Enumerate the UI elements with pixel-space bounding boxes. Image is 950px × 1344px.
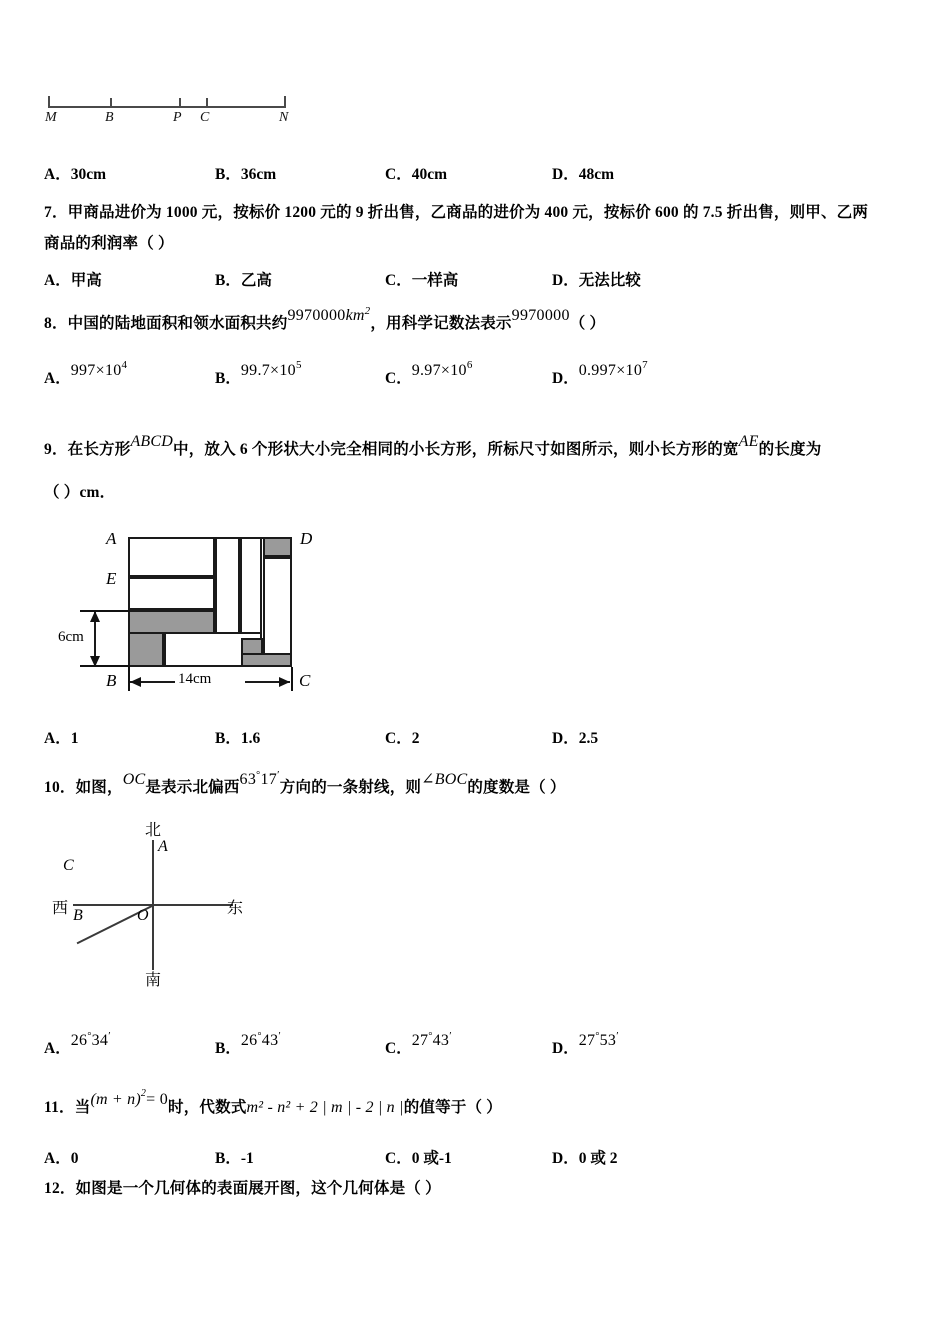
q8-option-a-label: A． [44, 370, 71, 387]
dim-height-arrow-down [90, 656, 100, 667]
q6-option-a-label: A． [44, 166, 71, 183]
dim-label-width: 14cm [178, 671, 212, 687]
q8-option-b[interactable] [215, 359, 302, 388]
q8-option-a-times: × [95, 362, 105, 379]
q7-option-c-label: C． [385, 272, 412, 289]
q9-option-a-text: 1 [70, 730, 79, 747]
q8-option-d-times: × [616, 362, 626, 379]
q10-stem-part-d: 的度数是（ ） [467, 779, 566, 796]
small-rect-9-shaded-lower [241, 653, 292, 667]
q8-option-b-times: × [270, 362, 280, 379]
q9-option-c-text: 2 [411, 730, 420, 747]
q10-stem-part-c: 方向的一条射线，则 [279, 779, 422, 796]
tick-N [284, 96, 286, 108]
q7-option-b-text: 乙高 [240, 272, 272, 289]
q10-bearing-degree-symbol: ° [256, 770, 261, 781]
q6-option-d-text: 48cm [578, 166, 614, 183]
figure-number-line [40, 88, 300, 128]
q10-stem [44, 769, 566, 798]
q10-option-a-degree-symbol: ° [87, 1031, 92, 1042]
compass-point-B: B [73, 907, 83, 924]
q8-option-b-mantissa: 99.7 [240, 362, 271, 379]
q8-option-d-base: 10 [625, 362, 643, 379]
dim-width-endbar-right [291, 667, 293, 691]
q9-stem-line1 [44, 433, 822, 460]
q11-option-c[interactable] [385, 1146, 452, 1168]
q11-option-b[interactable] [215, 1146, 254, 1168]
q10-stem-part-a: 10．如图， [44, 779, 123, 796]
q8-option-b-exponent: 5 [295, 359, 302, 371]
q8-option-b-base: 10 [279, 362, 296, 379]
q7-stem-line2: 商品的利润率（ ） [44, 235, 174, 252]
q9-stem-part-a: 9．在长方形 [44, 441, 131, 458]
q10-option-a-minutes: 34 [91, 1032, 109, 1049]
tick-B [110, 98, 112, 108]
q11-option-a[interactable] [44, 1146, 78, 1168]
q12-stem: 12．如图是一个几何体的表面展开图，这个几何体是（ ） [44, 1180, 441, 1197]
q11-option-a-label: A． [44, 1150, 71, 1167]
q8-option-d-label: D． [552, 370, 579, 387]
q10-option-d-minutes: 53 [599, 1032, 617, 1049]
small-rect-3-shaded-lower [128, 632, 164, 667]
q10-ray-name: OC [122, 771, 146, 788]
dim-width-arrow-left [130, 677, 141, 687]
q8-option-c-label: C． [385, 370, 412, 387]
q11-option-b-text: -1 [240, 1150, 254, 1167]
q9-segment-name: AE [738, 433, 759, 450]
small-rect-8 [263, 557, 292, 659]
tick-C [206, 98, 208, 108]
q10-option-a-minute-symbol: ′ [108, 1030, 111, 1042]
q10-option-a[interactable] [44, 1030, 111, 1058]
q6-option-a-text: 30cm [70, 166, 106, 183]
q8-stem-part-c: （ ） [569, 315, 606, 332]
q9-option-c[interactable] [385, 726, 419, 748]
q8-option-c-mantissa: 9.97 [411, 362, 441, 379]
q10-angle-name: ∠BOC [421, 771, 468, 788]
q6-option-a[interactable] [44, 162, 106, 184]
q10-option-b-degrees: 26 [240, 1032, 258, 1049]
q8-option-a[interactable] [44, 359, 128, 388]
q9-rect-name: ABCD [130, 433, 174, 450]
compass-label-south: 南 [145, 970, 162, 989]
q10-option-c-label: C． [385, 1040, 412, 1057]
q11-expression-equals: = 0 [146, 1091, 169, 1108]
q8-option-a-mantissa: 997 [70, 362, 96, 379]
q11-expression-left-exponent: 2 [140, 1088, 147, 1099]
q6-option-c-text: 40cm [411, 166, 447, 183]
q7-option-a-text: 甲高 [70, 272, 102, 289]
q9-option-c-label: C． [385, 730, 412, 747]
rect-label-B: B [106, 671, 117, 690]
q10-option-c-degrees: 27 [411, 1032, 429, 1049]
q11-stem-part-c: 的值等于（ ） [403, 1099, 502, 1116]
q8-option-d-mantissa: 0.997 [578, 362, 617, 379]
label-N: N [279, 110, 289, 125]
q9-option-d-text: 2.5 [578, 730, 599, 747]
dim-height-endbar-bottom [80, 665, 130, 667]
q6-option-b-label: B． [215, 166, 241, 183]
q9-option-b-text: 1.6 [240, 730, 261, 747]
q10-bearing-minute-symbol: ′ [277, 769, 280, 781]
q9-option-d[interactable] [552, 726, 598, 748]
q9-option-a-label: A． [44, 730, 71, 747]
q8-stem-part-a: 8．中国的陆地面积和领水面积共约 [44, 315, 288, 332]
q8-option-d[interactable] [552, 359, 648, 388]
q10-option-d-degrees: 27 [578, 1032, 596, 1049]
q6-option-b-text: 36cm [240, 166, 277, 183]
dim-label-height: 6cm [58, 629, 84, 645]
q8-option-b-label: B． [215, 370, 241, 387]
q11-expression-right: m² - n² + 2 | m | - 2 | n | [246, 1099, 404, 1116]
q6-option-d-label: D． [552, 166, 579, 183]
q7-option-c-text: 一样高 [411, 272, 459, 289]
q10-option-d-degree-symbol: ° [595, 1031, 600, 1042]
compass-label-east: 东 [227, 898, 244, 917]
dim-height-endbar-top [80, 610, 130, 612]
figure-compass-rose [45, 815, 295, 1000]
q10-option-a-degrees: 26 [70, 1032, 88, 1049]
dim-width-arrow-right [279, 677, 290, 687]
rect-label-D: D [300, 529, 313, 548]
small-rect-5 [240, 537, 262, 638]
tick-P [179, 98, 181, 108]
label-C: C [200, 110, 210, 125]
q10-option-b-minutes: 43 [261, 1032, 279, 1049]
q8-number-value: 9970000 [511, 307, 570, 324]
q10-bearing-degrees: 63 [239, 771, 257, 788]
q8-option-c-base: 10 [450, 362, 467, 379]
q8-unit-exponent: 2 [364, 305, 371, 317]
q6-option-c[interactable] [385, 162, 447, 184]
q11-option-d-label: D． [552, 1150, 579, 1167]
q10-option-c[interactable] [385, 1030, 452, 1058]
q10-option-c-degree-symbol: ° [428, 1031, 433, 1042]
q9-option-d-label: D． [552, 730, 579, 747]
compass-label-north: 北 [145, 820, 162, 839]
q6-option-d[interactable] [552, 162, 614, 184]
q7-option-c[interactable] [385, 268, 458, 290]
compass-point-A: A [158, 838, 168, 855]
label-B: B [105, 110, 114, 125]
compass-point-O: O [137, 907, 149, 924]
q8-stem [44, 305, 606, 334]
q11-stem-part-b: 时，代数式 [168, 1099, 247, 1116]
rect-label-E: E [106, 569, 117, 588]
q10-option-d-minute-symbol: ′ [616, 1030, 619, 1042]
q9-stem-line2: （ ）cm． [44, 484, 116, 501]
q9-option-b-label: B． [215, 730, 241, 747]
q10-option-b-minute-symbol: ′ [278, 1030, 282, 1042]
compass-point-C: C [63, 857, 74, 874]
q9-option-b[interactable] [215, 726, 260, 748]
q7-option-a[interactable] [44, 268, 102, 290]
q7-option-d-text: 无法比较 [578, 272, 641, 289]
q10-stem-part-b: 是表示北偏西 [145, 779, 240, 796]
q10-option-d[interactable] [552, 1030, 619, 1058]
q8-stem-part-b: ，用科学记数法表示 [370, 315, 512, 332]
q6-option-c-label: C． [385, 166, 412, 183]
dim-height-arrow-up [90, 611, 100, 622]
q10-option-b[interactable] [215, 1030, 282, 1058]
q10-option-a-label: A． [44, 1040, 71, 1057]
q8-unit-km: km [345, 307, 365, 324]
small-rect-2 [128, 577, 215, 610]
q11-option-a-text: 0 [70, 1150, 79, 1167]
q11-option-c-text: 0 或-1 [411, 1150, 452, 1167]
label-P: P [173, 110, 182, 125]
q11-option-d-text: 0 或 2 [578, 1150, 618, 1167]
q11-option-d[interactable] [552, 1146, 617, 1168]
q10-option-c-minute-symbol: ′ [449, 1030, 452, 1042]
q10-bearing-minutes: 17 [260, 771, 278, 788]
rect-label-A: A [106, 529, 117, 548]
figure-rectangle-abcd [60, 525, 330, 700]
q9-option-a[interactable] [44, 726, 78, 748]
compass-label-west: 西 [52, 898, 69, 917]
small-rect-4 [215, 537, 240, 638]
q10-option-b-degree-symbol: ° [257, 1031, 262, 1042]
q11-option-b-label: B． [215, 1150, 241, 1167]
q7-option-a-label: A． [44, 272, 71, 289]
q8-option-a-exponent: 4 [121, 359, 128, 371]
q8-option-c-times: × [440, 362, 451, 379]
q7-stem-line1: 7．甲商品进价为 1000 元，按标价 1200 元的 9 折出售，乙商品的进价为 400 元，按标价 600 的 7.5 折出售，则甲、乙两 [44, 204, 869, 221]
q8-option-d-exponent: 7 [642, 359, 648, 371]
tick-M [48, 96, 50, 108]
rect-label-C: C [299, 671, 311, 690]
q6-option-b[interactable] [215, 162, 276, 184]
label-M: M [45, 110, 57, 125]
q11-option-c-label: C． [385, 1150, 412, 1167]
number-line-axis [48, 106, 286, 108]
small-rect-1 [128, 537, 215, 577]
q10-option-d-label: D． [552, 1040, 579, 1057]
q7-option-d-label: D． [552, 272, 579, 289]
q7-option-b-label: B． [215, 272, 241, 289]
q10-option-c-minutes: 43 [432, 1032, 450, 1049]
q8-option-a-base: 10 [104, 362, 122, 379]
q11-stem-part-a: 11．当 [44, 1099, 91, 1116]
q7-option-d[interactable] [552, 268, 641, 290]
q8-option-c-exponent: 6 [466, 359, 473, 371]
q8-area-value: 9970000 [287, 307, 346, 324]
q11-expression-left: (m + n) [90, 1091, 141, 1108]
q7-option-b[interactable] [215, 268, 272, 290]
small-rect-7-shaded [263, 537, 292, 557]
q11-stem [44, 1088, 502, 1118]
q10-option-b-label: B． [215, 1040, 241, 1057]
q9-stem-part-b: 中，放入 6 个形状大小完全相同的小长方形，所标尺寸如图所示，则小长方形的宽 [173, 441, 739, 458]
q9-stem-part-c: 的长度为 [758, 441, 822, 458]
q8-option-c[interactable] [385, 359, 473, 388]
